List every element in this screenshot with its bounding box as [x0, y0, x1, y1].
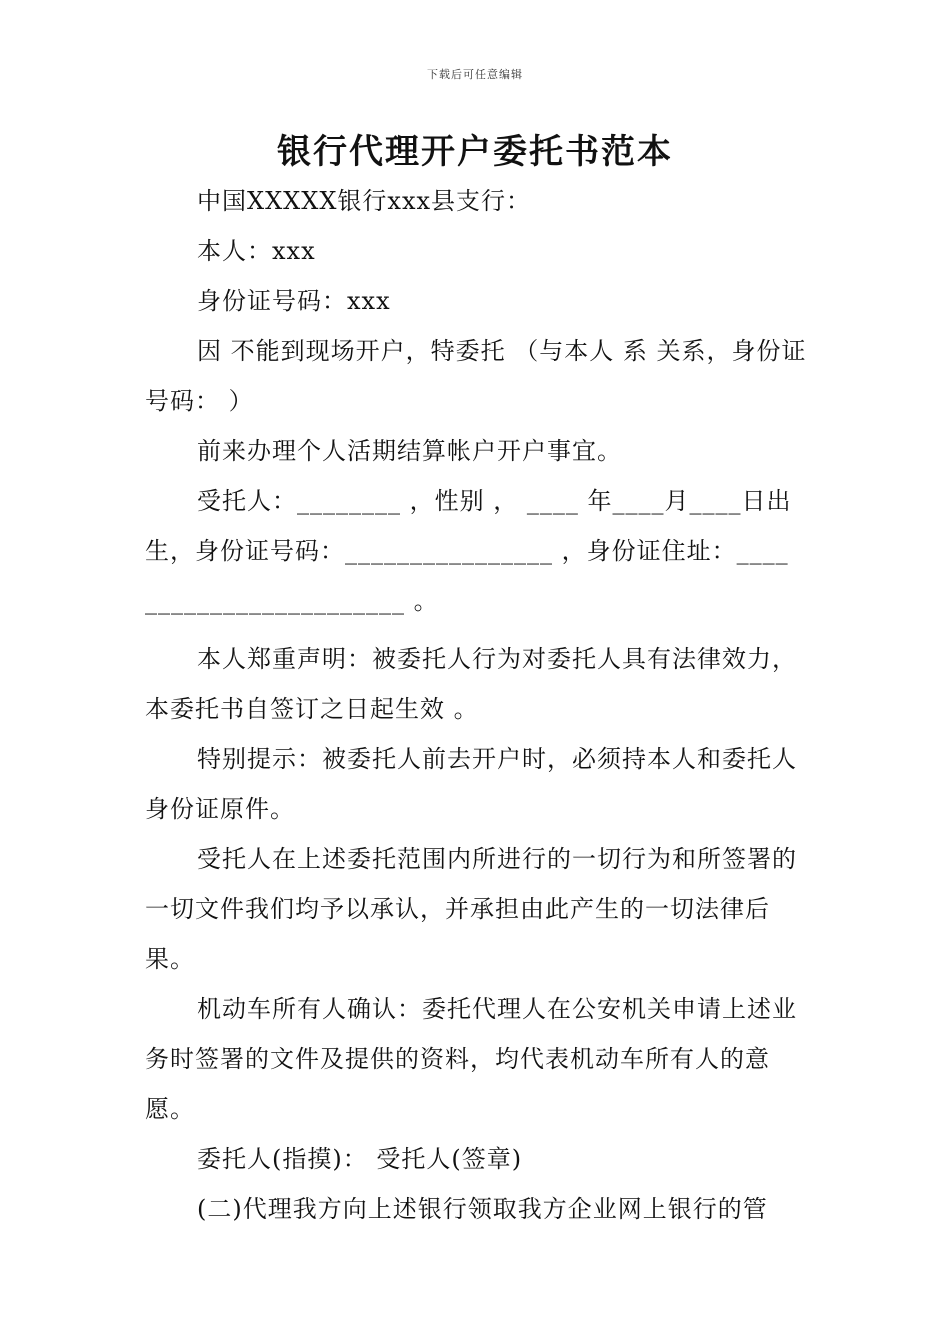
trustee-info-paragraph: 受托人：________ ，性别 ， ____ 年____月____日出生，身份证号码：________________ ，身份证住址：____: [145, 487, 792, 565]
principal-name-line: 本人：xxx: [197, 237, 316, 265]
trustee-address-blank: ____________________ 。: [145, 587, 439, 615]
purpose-paragraph: 前来办理个人活期结算帐户开户事宜。: [197, 437, 622, 465]
clause-two-paragraph: (二)代理我方向上述银行领取我方企业网上银行的管: [197, 1195, 768, 1223]
entrust-reason-paragraph: 因 不能到现场开户，特委托 （与本人 系 关系，身份证号码： ）: [145, 337, 807, 415]
declaration-paragraph: 本人郑重声明：被委托人行为对委托人具有法律效力，本委托书自签订之日起生效 。: [145, 645, 797, 723]
vehicle-owner-confirmation-paragraph: 机动车所有人确认：委托代理人在公安机关申请上述业务时签署的文件及提供的资料，均代表机动车所有人的意愿。: [145, 995, 797, 1123]
document-title: 银行代理开户委托书范本: [277, 132, 673, 172]
special-notice-paragraph: 特别提示：被委托人前去开户时，必须持本人和委托人身份证原件。: [145, 745, 797, 823]
addressee-line: 中国XXXXX银行xxx县支行：: [197, 187, 532, 215]
header-note: 下载后可任意编辑: [427, 68, 523, 81]
acknowledgement-paragraph: 受托人在上述委托范围内所进行的一切行为和所签署的一切文件我们均予以承认，并承担由此产生的一切法律后果。: [145, 845, 797, 973]
document-body: [145, 176, 815, 1234]
signature-line: 委托人(指摸)： 受托人(签章): [197, 1145, 523, 1173]
principal-id-line: 身份证号码：xxx: [197, 287, 391, 315]
